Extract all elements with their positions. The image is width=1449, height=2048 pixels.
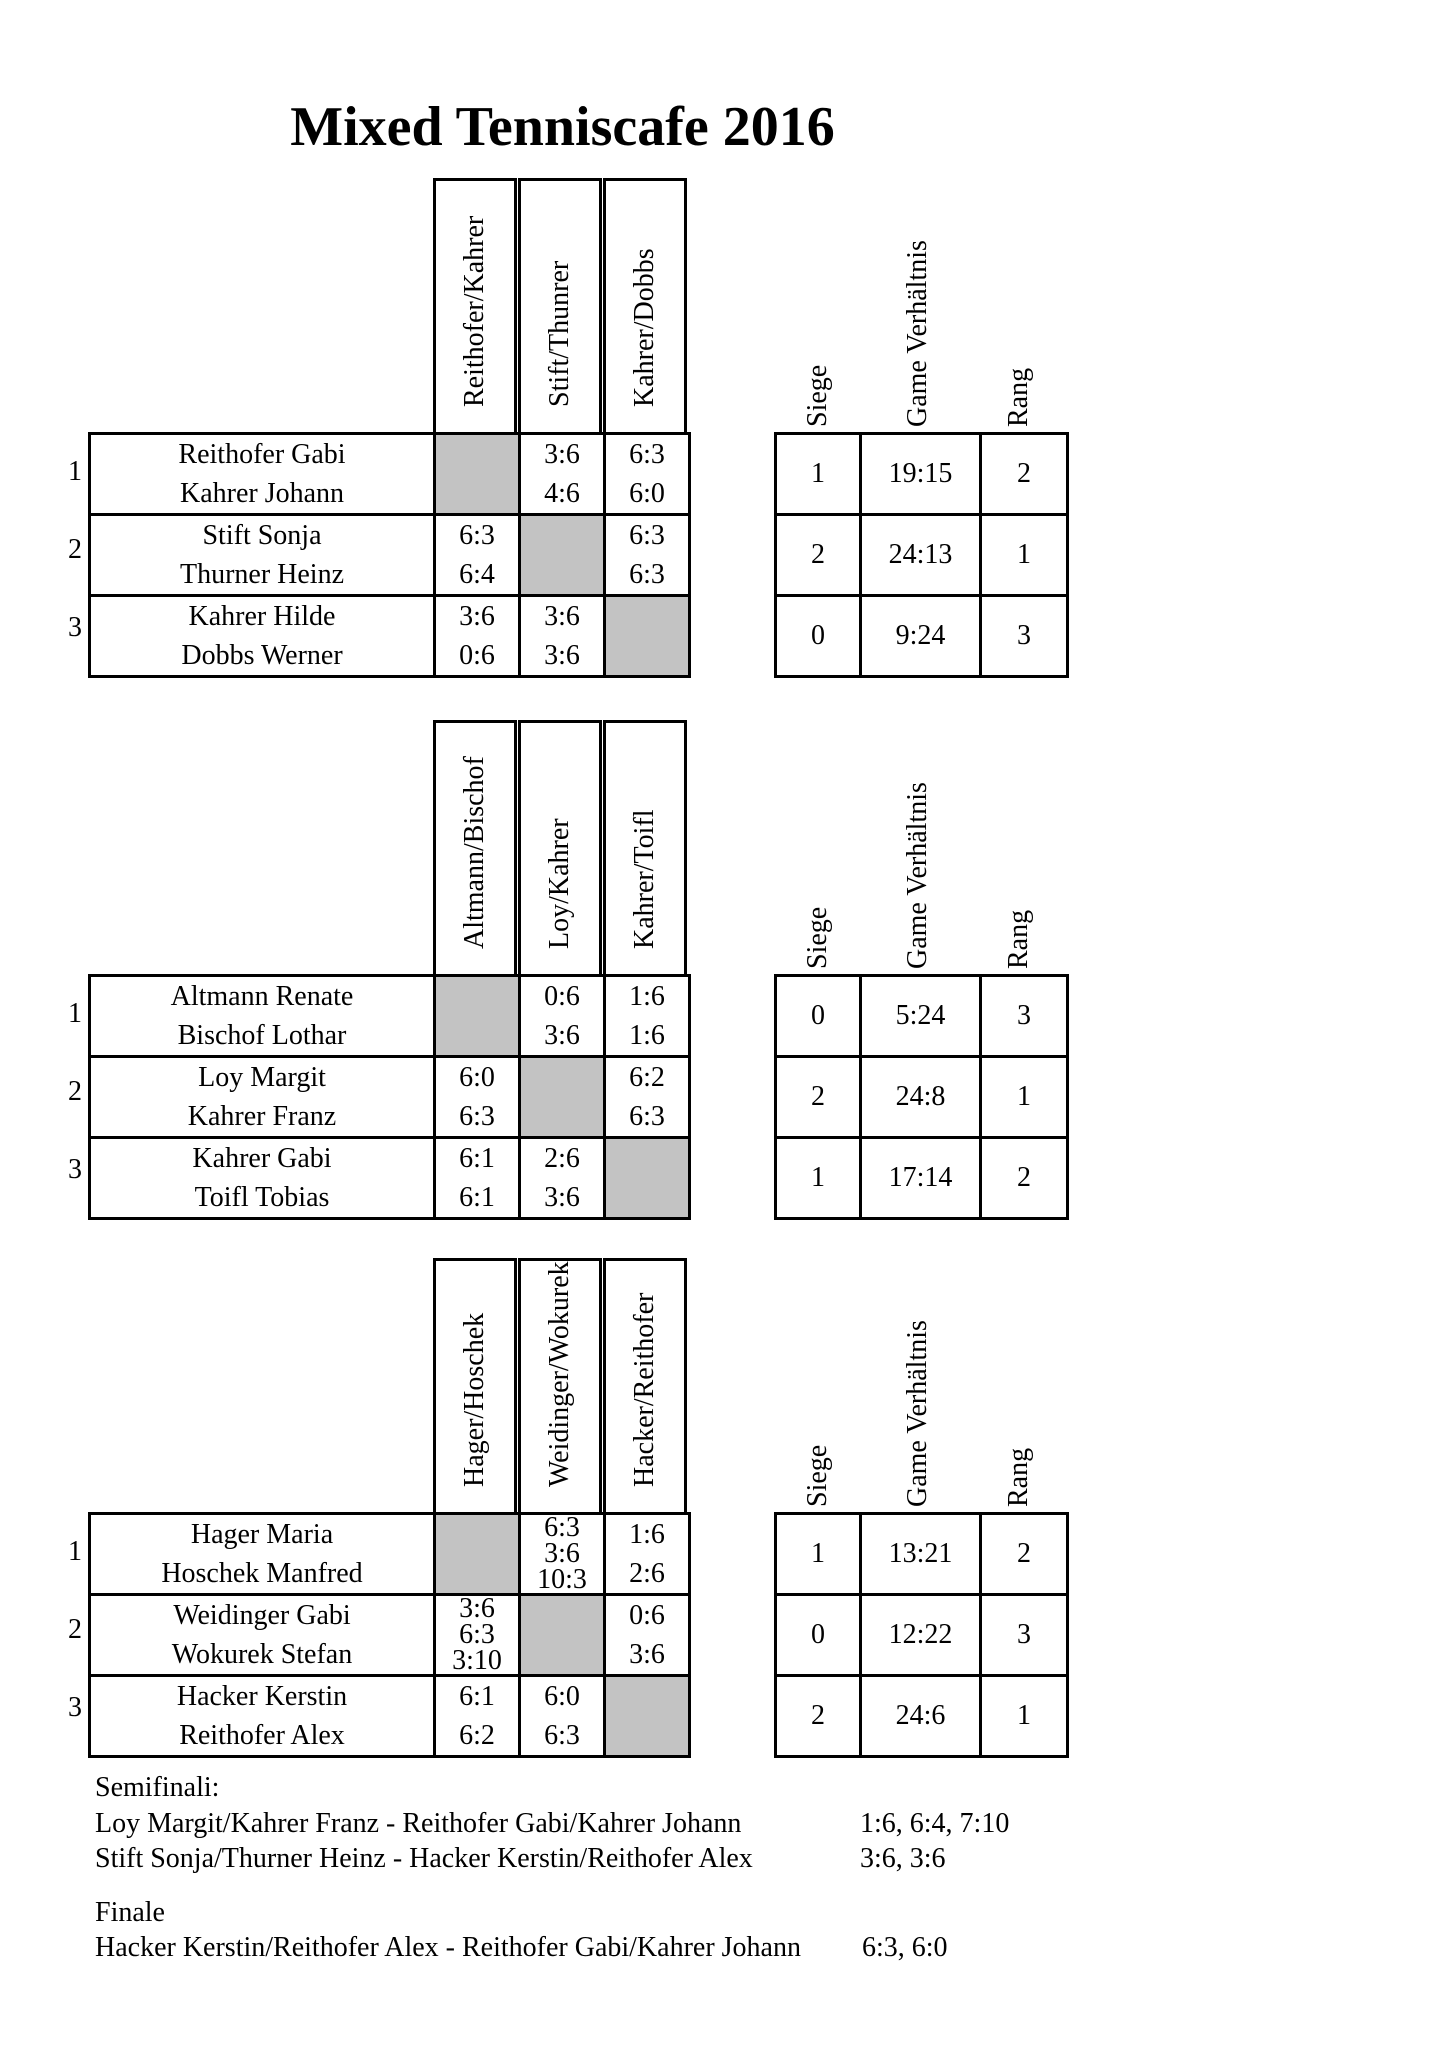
semifinal-match-2	[95, 1843, 946, 1875]
score-cell	[435, 1676, 520, 1757]
set-score: 6:0	[629, 478, 665, 509]
set-score: 4:6	[544, 478, 580, 509]
team-players	[90, 1514, 435, 1595]
result-games: 12:22	[861, 1595, 981, 1676]
team-players	[90, 434, 435, 515]
set-score: 6:3	[459, 520, 495, 551]
set-score: 6:3	[459, 1101, 495, 1132]
set-score: 6:2	[459, 1720, 495, 1751]
set-score: 6:3	[629, 520, 665, 551]
column-header	[433, 178, 517, 435]
table-row	[90, 434, 690, 515]
result-header-label: Game Verhältnis	[902, 240, 933, 427]
final-pairing: Hacker Kerstin/Reithofer Alex - Reithofer Gabi/Kahrer Johann	[95, 1932, 801, 1963]
result-header-label: Rang	[1003, 909, 1034, 969]
score-cell	[520, 976, 605, 1057]
score-cell	[520, 596, 605, 677]
table-row	[90, 1595, 690, 1676]
player-name: Reithofer Gabi	[178, 439, 346, 470]
result-games: 19:15	[861, 434, 981, 515]
set-score: 3:6	[629, 1639, 665, 1670]
column-header-label: Kahrer/Toifl	[629, 809, 660, 949]
result-table	[774, 432, 1069, 678]
team-number: 3	[68, 612, 82, 643]
result-header-label: Siege	[802, 364, 833, 427]
column-header-label: Kahrer/Dobbs	[629, 248, 660, 407]
result-header-wins	[777, 1258, 859, 1515]
score-cell	[605, 1514, 690, 1595]
score-cell	[605, 1595, 690, 1676]
team-number: 1	[68, 998, 82, 1029]
table-row	[90, 1514, 690, 1595]
column-header-label: Hacker/Reithofer	[629, 1292, 660, 1487]
group-2	[0, 720, 1449, 1250]
set-score: 6:3	[459, 1619, 495, 1650]
score-cell	[435, 596, 520, 677]
result-header-wins	[777, 178, 859, 435]
team-players	[90, 596, 435, 677]
result-games: 13:21	[861, 1514, 981, 1595]
player-name: Weidinger Gabi	[173, 1600, 351, 1631]
player-name: Toifl Tobias	[194, 1182, 330, 1213]
set-score: 1:6	[629, 1519, 665, 1550]
column-header	[433, 720, 517, 977]
result-rank: 1	[981, 515, 1068, 596]
score-cell	[520, 1676, 605, 1757]
player-name: Altmann Renate	[170, 981, 354, 1012]
column-header	[433, 1258, 517, 1515]
set-score: 6:1	[459, 1182, 495, 1213]
set-score: 6:1	[459, 1143, 495, 1174]
set-score: 2:6	[629, 1558, 665, 1589]
team-number: 3	[68, 1154, 82, 1185]
set-score: 6:0	[459, 1062, 495, 1093]
set-score: 6:3	[629, 559, 665, 590]
result-header-label: Siege	[802, 1444, 833, 1507]
score-cell	[435, 1138, 520, 1219]
result-row	[776, 1514, 1068, 1595]
set-score: 3:6	[544, 1182, 580, 1213]
set-score: 3:6	[544, 1020, 580, 1051]
result-wins: 1	[776, 1138, 861, 1219]
result-header-rank	[977, 1258, 1061, 1515]
team-players	[90, 1676, 435, 1757]
column-header	[518, 1258, 602, 1515]
self-match-cell	[435, 976, 520, 1057]
score-cell	[435, 1595, 520, 1676]
column-header	[518, 720, 602, 977]
group-1	[0, 178, 1449, 708]
column-header-label: Stift/Thunrer	[544, 260, 575, 407]
self-match-cell	[605, 1676, 690, 1757]
result-row	[776, 1138, 1068, 1219]
set-score: 3:6	[544, 1538, 580, 1569]
set-score: 6:3	[544, 1512, 580, 1543]
table-row	[90, 596, 690, 677]
score-cell	[520, 1138, 605, 1219]
set-score: 1:6	[629, 981, 665, 1012]
semifinals-heading: Semifinali:	[95, 1772, 220, 1803]
score-cell	[520, 1514, 605, 1595]
self-match-cell	[605, 1138, 690, 1219]
result-wins: 1	[776, 434, 861, 515]
team-number: 1	[68, 456, 82, 487]
result-header-games	[859, 1258, 977, 1515]
column-header	[518, 178, 602, 435]
final-result: 6:3, 6:0	[862, 1932, 948, 1963]
result-wins: 2	[776, 1057, 861, 1138]
player-name: Wokurek Stefan	[171, 1639, 353, 1670]
result-games: 9:24	[861, 596, 981, 677]
column-header-label: Reithofer/Kahrer	[459, 215, 490, 407]
group-3	[0, 1258, 1449, 1788]
group-table	[88, 974, 691, 1220]
result-games: 24:6	[861, 1676, 981, 1757]
column-header-label: Loy/Kahrer	[544, 818, 575, 949]
team-players	[90, 1138, 435, 1219]
set-score: 6:1	[459, 1681, 495, 1712]
result-rank: 2	[981, 434, 1068, 515]
result-row	[776, 1057, 1068, 1138]
score-cell	[520, 434, 605, 515]
set-score: 6:3	[629, 1101, 665, 1132]
group-table	[88, 1512, 691, 1758]
column-header	[603, 178, 687, 435]
set-score: 1:6	[629, 1020, 665, 1051]
team-number: 2	[68, 534, 82, 565]
team-players	[90, 976, 435, 1057]
team-number: 2	[68, 1076, 82, 1107]
self-match-cell	[605, 596, 690, 677]
score-cell	[605, 1057, 690, 1138]
player-name: Hoschek Manfred	[161, 1558, 363, 1589]
result-games: 24:13	[861, 515, 981, 596]
player-name: Loy Margit	[198, 1062, 326, 1093]
table-row	[90, 976, 690, 1057]
player-name: Dobbs Werner	[181, 640, 343, 671]
table-row	[90, 1676, 690, 1757]
result-wins: 0	[776, 1595, 861, 1676]
result-header-wins	[777, 720, 859, 977]
set-score: 0:6	[544, 981, 580, 1012]
result-wins: 2	[776, 1676, 861, 1757]
semifinal-2-pairing: Stift Sonja/Thurner Heinz - Hacker Kerstin/Reithofer Alex	[95, 1843, 753, 1874]
result-rank: 1	[981, 1676, 1068, 1757]
page-title: Mixed Tenniscafe 2016	[290, 96, 835, 158]
result-header-label: Rang	[1003, 367, 1034, 427]
team-number: 2	[68, 1614, 82, 1645]
result-row	[776, 1676, 1068, 1757]
result-wins: 2	[776, 515, 861, 596]
set-score: 3:6	[544, 439, 580, 470]
final-match	[95, 1932, 948, 1964]
result-header-label: Game Verhältnis	[902, 782, 933, 969]
result-wins: 0	[776, 596, 861, 677]
set-score: 3:6	[544, 601, 580, 632]
table-row	[90, 515, 690, 596]
score-cell	[605, 515, 690, 596]
semifinal-1-pairing: Loy Margit/Kahrer Franz - Reithofer Gabi/Kahrer Johann	[95, 1808, 742, 1839]
set-score: 6:3	[629, 439, 665, 470]
player-name: Kahrer Gabi	[192, 1143, 332, 1174]
result-games: 5:24	[861, 976, 981, 1057]
column-header	[603, 1258, 687, 1515]
result-wins: 0	[776, 976, 861, 1057]
group-table	[88, 432, 691, 678]
player-name: Stift Sonja	[202, 520, 322, 551]
result-header-label: Siege	[802, 906, 833, 969]
result-row	[776, 976, 1068, 1057]
set-score: 3:6	[544, 640, 580, 671]
team-players	[90, 1595, 435, 1676]
player-name: Hager Maria	[190, 1519, 334, 1550]
player-name: Kahrer Franz	[187, 1101, 337, 1132]
score-cell	[605, 976, 690, 1057]
semifinal-2-result: 3:6, 3:6	[860, 1843, 946, 1874]
self-match-cell	[435, 1514, 520, 1595]
self-match-cell	[435, 434, 520, 515]
result-header-rank	[977, 178, 1061, 435]
player-name: Kahrer Johann	[179, 478, 345, 509]
set-score: 2:6	[544, 1143, 580, 1174]
column-header-label: Altmann/Bischof	[459, 756, 490, 949]
self-match-cell	[520, 1595, 605, 1676]
result-games: 17:14	[861, 1138, 981, 1219]
result-rank: 2	[981, 1138, 1068, 1219]
result-rank: 1	[981, 1057, 1068, 1138]
result-table	[774, 1512, 1069, 1758]
result-header-rank	[977, 720, 1061, 977]
set-score: 3:10	[452, 1645, 502, 1676]
result-games: 24:8	[861, 1057, 981, 1138]
team-number: 1	[68, 1536, 82, 1567]
score-cell	[605, 434, 690, 515]
table-row	[90, 1057, 690, 1138]
column-header-label: Weidinger/Wokurek	[544, 1261, 575, 1487]
self-match-cell	[520, 1057, 605, 1138]
result-table	[774, 974, 1069, 1220]
result-row	[776, 515, 1068, 596]
team-players	[90, 1057, 435, 1138]
player-name: Hacker Kerstin	[176, 1681, 348, 1712]
result-rank: 2	[981, 1514, 1068, 1595]
result-rank: 3	[981, 596, 1068, 677]
set-score: 0:6	[459, 640, 495, 671]
score-cell	[435, 1057, 520, 1138]
result-header-label: Rang	[1003, 1447, 1034, 1507]
result-header-games	[859, 178, 977, 435]
result-row	[776, 596, 1068, 677]
self-match-cell	[520, 515, 605, 596]
team-number: 3	[68, 1692, 82, 1723]
score-cell	[435, 515, 520, 596]
result-wins: 1	[776, 1514, 861, 1595]
semifinal-match-1	[95, 1808, 1010, 1840]
player-name: Reithofer Alex	[179, 1720, 345, 1751]
column-header-label: Hager/Hoschek	[459, 1312, 490, 1487]
semifinal-1-result: 1:6, 6:4, 7:10	[860, 1808, 1010, 1839]
team-players	[90, 515, 435, 596]
set-score: 6:3	[544, 1720, 580, 1751]
result-header-label: Game Verhältnis	[902, 1320, 933, 1507]
set-score: 6:2	[629, 1062, 665, 1093]
set-score: 6:0	[544, 1681, 580, 1712]
set-score: 3:6	[459, 1593, 495, 1624]
result-rank: 3	[981, 976, 1068, 1057]
set-score: 3:6	[459, 601, 495, 632]
result-row	[776, 1595, 1068, 1676]
result-header-games	[859, 720, 977, 977]
set-score: 6:4	[459, 559, 495, 590]
set-score: 10:3	[537, 1564, 587, 1595]
table-row	[90, 1138, 690, 1219]
player-name: Kahrer Hilde	[188, 601, 336, 632]
column-header	[603, 720, 687, 977]
final-heading: Finale	[95, 1897, 165, 1928]
player-name: Thurner Heinz	[179, 559, 345, 590]
result-rank: 3	[981, 1595, 1068, 1676]
set-score: 0:6	[629, 1600, 665, 1631]
result-row	[776, 434, 1068, 515]
player-name: Bischof Lothar	[177, 1020, 347, 1051]
